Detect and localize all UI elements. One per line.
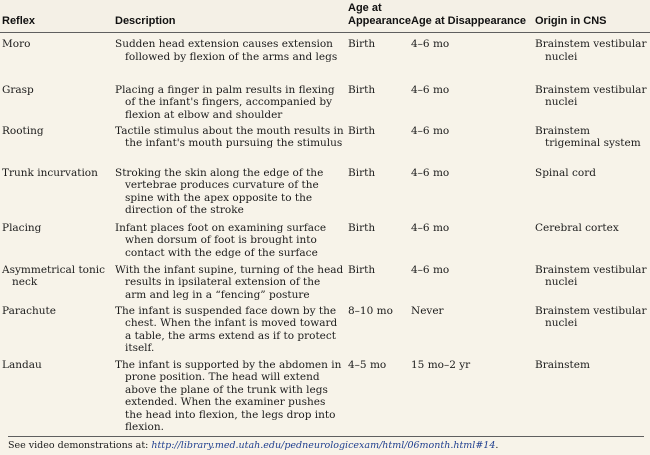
cell-age-appearance: Birth — [348, 221, 376, 234]
cell-age-appearance: Birth — [348, 83, 376, 96]
header-description: Description — [115, 15, 176, 27]
header-origin-in-cns: Origin in CNS — [535, 15, 607, 27]
cell-description: Placing a finger in palm results in flexing of the infant's fingers, accompanied by flexion at elbow and shoulder — [115, 83, 335, 121]
cell-origin: Brainstem vestibular nuclei — [535, 38, 647, 63]
cell-age-appearance: Birth — [348, 166, 376, 179]
table-row — [0, 125, 650, 167]
cell-description: The infant is suspended face down by the chest. When the infant is moved toward a table, the arms extend as if to protect itself. — [115, 304, 338, 355]
cell-origin: Brainstem vestibular nuclei — [535, 263, 647, 289]
table-row — [0, 222, 650, 264]
cell-age-appearance: Birth — [348, 38, 376, 50]
table-row — [0, 84, 650, 125]
cell-age-appearance: Birth — [348, 124, 376, 137]
table-header-row — [0, 0, 650, 33]
cell-description: With the infant supine, turning of the head results in ipsilateral extension of the arm and leg in a “fencing” posture — [115, 263, 344, 301]
cell-origin: Cerebral cortex — [535, 221, 619, 234]
table-row — [0, 33, 650, 84]
footnote-suffix: . — [495, 440, 499, 451]
cell-description: Sudden head extension causes extension followed by flexion of the arms and legs — [115, 38, 338, 63]
cell-reflex: Placing — [2, 221, 42, 234]
cell-origin: Brainstem vestibular nuclei — [535, 83, 647, 109]
cell-age-disappearance: 4–6 mo — [411, 166, 450, 179]
cell-reflex: Grasp — [2, 83, 34, 96]
cell-reflex: Parachute — [2, 304, 56, 317]
cell-age-appearance: 4–5 mo — [348, 358, 387, 371]
header-age-at-appearance: Age at Appearance — [348, 2, 411, 27]
cell-age-disappearance: 15 mo–2 yr — [411, 358, 471, 371]
cell-age-disappearance: 4–6 mo — [411, 124, 450, 137]
cell-description: Tactile stimulus about the mouth results in the infant's mouth pursuing the stimulus — [115, 124, 344, 150]
table-row — [0, 167, 650, 222]
cell-description: Stroking the skin along the edge of the vertebrae produces curvature of the spine with the apex opposite to the direction of the stroke — [115, 166, 324, 217]
cell-age-disappearance: 4–6 mo — [411, 38, 450, 50]
footnote-prefix: See video demonstrations at: — [8, 440, 152, 451]
cell-origin: Brainstem — [535, 358, 590, 371]
cell-origin: Brainstem vestibular nuclei — [535, 304, 647, 330]
footnote — [8, 436, 644, 451]
table-row — [0, 359, 650, 435]
table-row — [0, 305, 650, 359]
cell-age-disappearance: 4–6 mo — [411, 83, 450, 96]
cell-reflex: Rooting — [2, 124, 44, 137]
cell-reflex: Moro — [2, 38, 31, 50]
table-row — [0, 264, 650, 305]
header-reflex: Reflex — [2, 15, 36, 27]
cell-reflex: Landau — [2, 358, 42, 371]
header-age-at-disappearance: Age at Disappearance — [411, 15, 526, 27]
video-demonstration-link[interactable]: http://library.med.utah.edu/pedneurologicexam/html/06month.html#14 — [151, 440, 496, 451]
cell-origin: Brainstem trigeminal system — [535, 124, 641, 150]
cell-age-disappearance: Never — [411, 304, 444, 317]
cell-reflex: Asymmetrical tonic neck — [2, 263, 106, 289]
cell-age-disappearance: 4–6 mo — [411, 221, 450, 234]
cell-reflex: Trunk incurvation — [2, 166, 98, 179]
cell-age-disappearance: 4–6 mo — [411, 263, 450, 276]
cell-description: Infant places foot on examining surface when dorsum of foot is brought into contact with the edge of the surface — [115, 221, 327, 259]
cell-age-appearance: 8–10 mo — [348, 304, 393, 317]
cell-origin: Spinal cord — [535, 166, 596, 179]
cell-age-appearance: Birth — [348, 263, 376, 276]
cell-description: The infant is supported by the abdomen in prone position. The head will extend above the plane of the trunk with legs extended. When the examiner pushes the head into flexion, the legs drop into flexion. — [115, 358, 342, 434]
